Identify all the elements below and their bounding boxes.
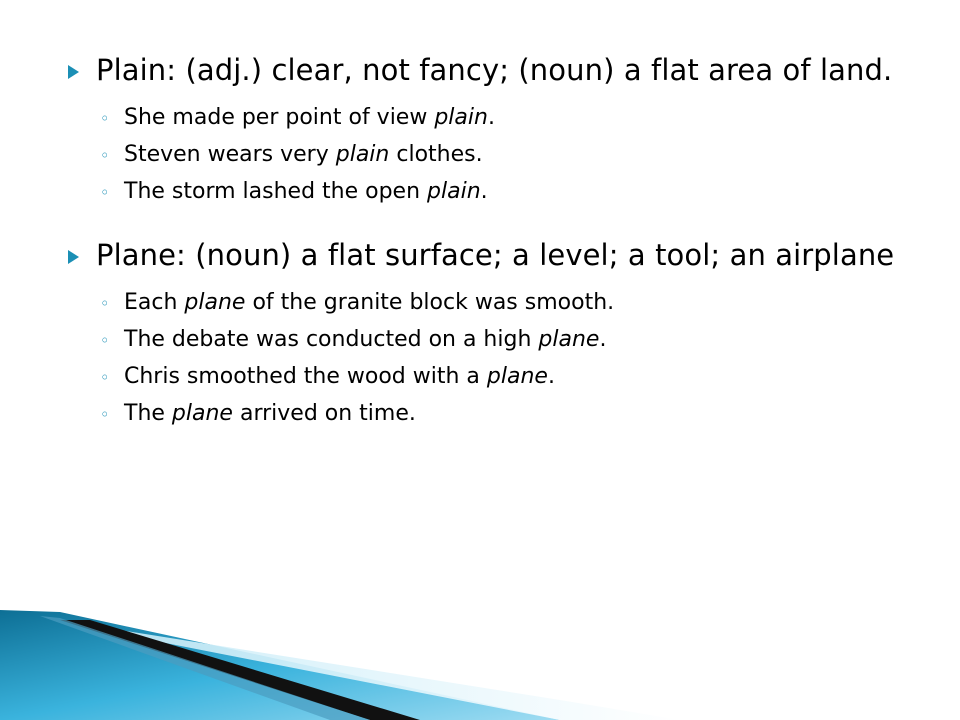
term: Plain [96, 53, 167, 87]
entry-plain [68, 52, 918, 211]
corner-wave-decoration [0, 590, 960, 720]
example-text: She made per point of view [124, 105, 435, 130]
term: Plane [96, 238, 177, 272]
example-text: . [547, 364, 555, 389]
example-text: The [124, 401, 172, 426]
hollow-circle-icon: ◦ [100, 294, 110, 313]
example-list [68, 285, 918, 433]
example-item [100, 396, 918, 433]
hollow-circle-icon: ◦ [100, 405, 110, 424]
hollow-circle-icon: ◦ [100, 183, 110, 202]
definition: : (adj.) clear, not fancy; (noun) a flat area of land. [166, 53, 893, 87]
example-text: The debate was conducted on a high [124, 327, 539, 352]
example-item [100, 359, 918, 396]
hollow-circle-icon: ◦ [100, 331, 110, 350]
main-bullet-text [96, 52, 892, 88]
example-word: plane [486, 364, 548, 389]
example-item [100, 100, 918, 137]
example-text: Each [124, 290, 185, 315]
right-triangle-arrow-icon [68, 237, 96, 277]
example-text: arrived on time. [232, 401, 416, 426]
example-text: Steven wears very [124, 142, 336, 167]
main-bullet-line [68, 52, 918, 92]
example-word: plane [538, 327, 600, 352]
example-item [100, 174, 918, 211]
example-text: clothes. [389, 142, 483, 167]
example-text: The storm lashed the open [124, 179, 428, 204]
example-word: plane [171, 401, 233, 426]
hollow-circle-icon: ◦ [100, 146, 110, 165]
definition: : (noun) a flat surface; a level; a tool; an airplane [176, 238, 895, 272]
example-list [68, 100, 918, 211]
example-text: . [599, 327, 607, 352]
example-word: plain [434, 105, 488, 130]
example-text: . [480, 179, 488, 204]
example-item [100, 285, 918, 322]
example-word: plain [427, 179, 481, 204]
example-text: . [487, 105, 495, 130]
example-word: plane [184, 290, 246, 315]
main-bullet-text [96, 237, 894, 273]
example-text: Chris smoothed the wood with a [124, 364, 487, 389]
entry-plane [68, 237, 918, 433]
example-item [100, 322, 918, 359]
right-triangle-arrow-icon [68, 52, 96, 92]
hollow-circle-icon: ◦ [100, 368, 110, 387]
example-item [100, 137, 918, 174]
main-bullet-line [68, 237, 918, 277]
hollow-circle-icon: ◦ [100, 109, 110, 128]
example-text: of the granite block was smooth. [245, 290, 615, 315]
slide-content [68, 52, 918, 459]
example-word: plain [335, 142, 390, 167]
